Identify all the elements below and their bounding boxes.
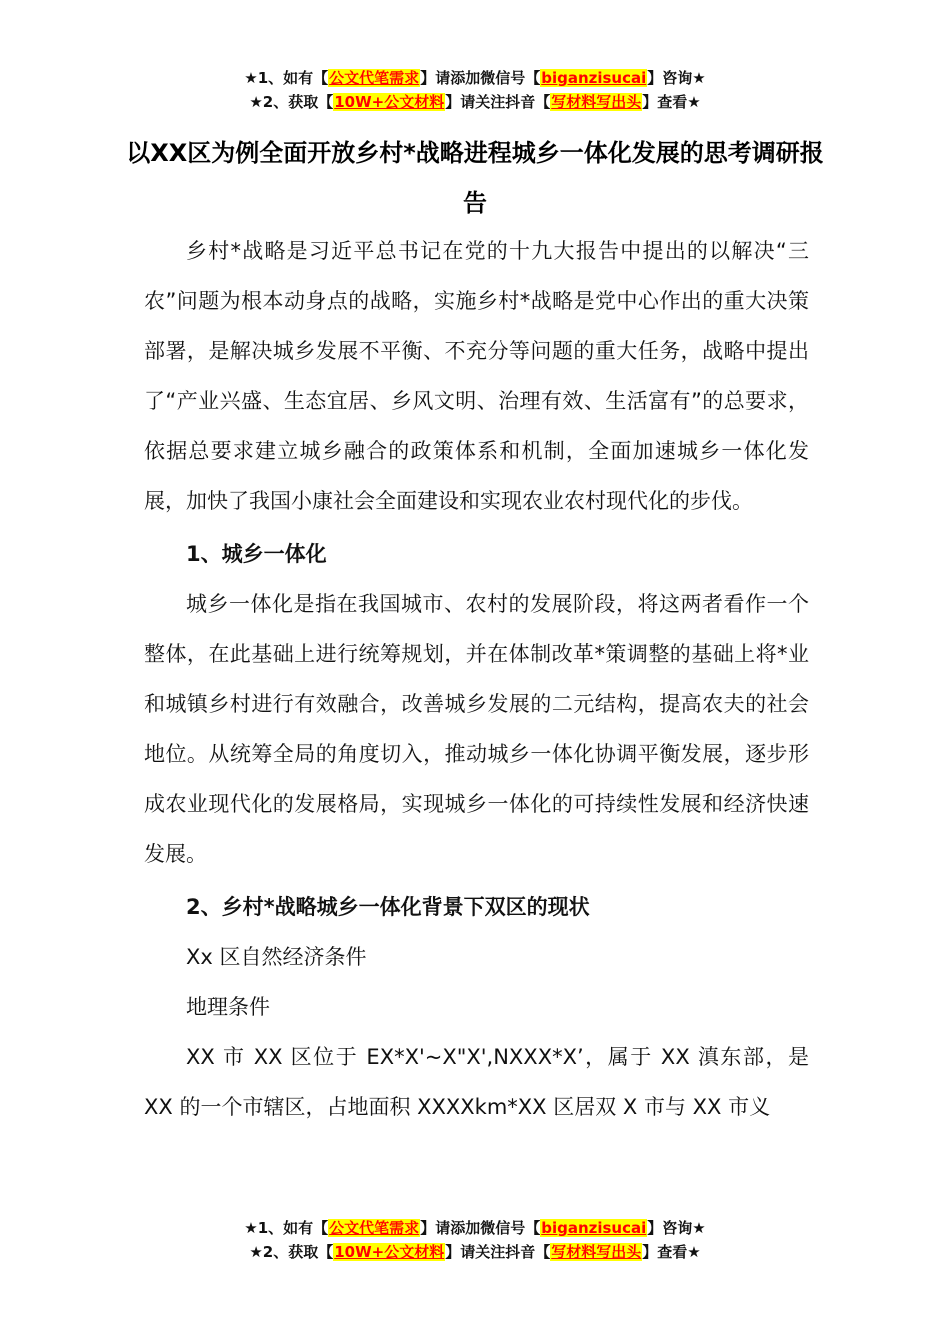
intro-paragraph: 乡村*战略是习近平总书记在党的十九大报告中提出的以解决“三农”问题为根本动身点的战略，实施乡村*战略是党中心作出的重大决策部署，是解决城乡发展不平衡、不充分等问题的重大任务，战略中提出了“产业兴盛、生态宜居、乡风文明、治理有效、生活富有”的总要求，依据总要求建立城乡融合的政策体系和机制，全面加速城乡一体化发展，加快了我国小康社会全面建设和实现农业农村现代化的步伐。 <box>144 239 809 513</box>
section-paragraph-2: XX 市 XX 区位于 EX*X'~X"X',NXXX*X’，属于 XX 滇东部，是 XX 的一个市辖区，占地面积 XXXXkm*XX 区居双 X 市与 XX 市义 <box>144 1045 809 1119</box>
promo-highlight: 公文代笔需求 <box>329 1219 420 1237</box>
subsection-label-2: 地理条件 <box>186 995 270 1019</box>
wechat-id-highlight: biganzisucai <box>541 1219 647 1237</box>
section-paragraph-1: 城乡一体化是指在我国城市、农村的发展阶段，将这两者看作一个整体，在此基础上进行统筹规划，并在体制改革*策调整的基础上将*业和城镇乡村进行有效融合，改善城乡发展的二元结构，提高农夫的社会地位。从统筹全局的角度切入，推动城乡一体化协调平衡发展，逐步形成农业现代化的发展格局，实现城乡一体化的可持续性发展和经济快速发展。 <box>144 592 809 866</box>
douyin-id-highlight: 写材料写出头 <box>551 93 642 111</box>
promo-highlight: 公文代笔需求 <box>329 69 420 87</box>
document-body <box>144 226 809 1132</box>
section-heading-2: 2、乡村*战略城乡一体化背景下双区的现状 <box>186 895 590 919</box>
header-promo-banner <box>0 66 950 114</box>
section-heading-1: 1、城乡一体化 <box>186 542 327 566</box>
promo-highlight: 10W+公文材料 <box>334 93 445 111</box>
wechat-id-highlight: biganzisucai <box>541 69 647 87</box>
promo-line-1: ★1、如有【公文代笔需求】请添加微信号【biganzisucai】咨询★ <box>244 1219 706 1237</box>
promo-line-2: ★2、获取【10W+公文材料】请关注抖音【写材料写出头】查看★ <box>249 1243 701 1261</box>
promo-highlight: 10W+公文材料 <box>334 1243 445 1261</box>
footer-promo-banner <box>0 1216 950 1264</box>
douyin-id-highlight: 写材料写出头 <box>551 1243 642 1261</box>
promo-line-2: ★2、获取【10W+公文材料】请关注抖音【写材料写出头】查看★ <box>249 93 701 111</box>
subsection-label-1: Xx 区自然经济条件 <box>186 945 367 969</box>
document-title: 以XX区为例全面开放乡村*战略进程城乡一体化发展的思考调研报告 <box>126 139 824 217</box>
promo-line-1: ★1、如有【公文代笔需求】请添加微信号【biganzisucai】咨询★ <box>244 69 706 87</box>
